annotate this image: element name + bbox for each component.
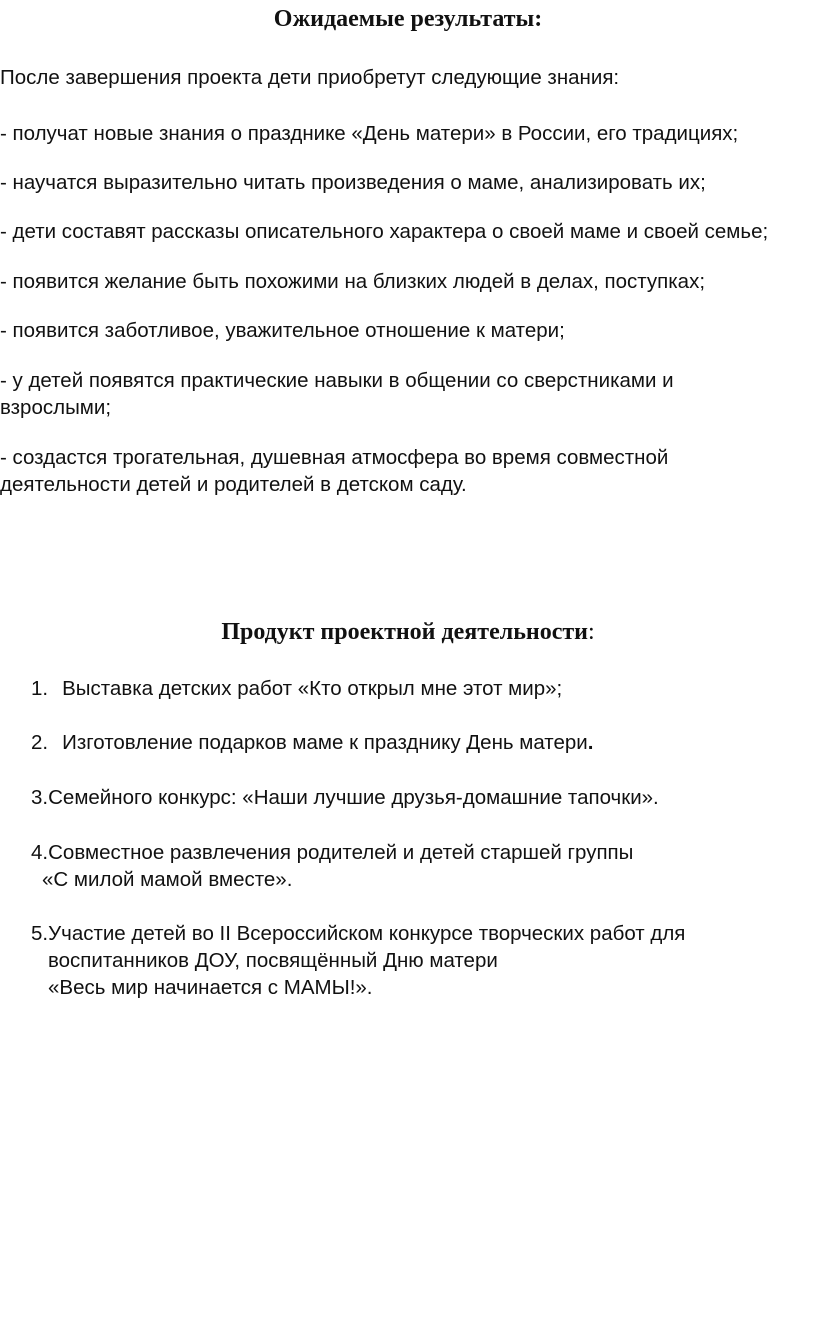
product-list-item	[31, 675, 562, 702]
result-item-text: - дети составят рассказы описательного характера о своей маме и своей семье;	[0, 220, 769, 243]
expected-results-heading: Ожидаемые результаты:	[273, 6, 543, 32]
result-item	[0, 169, 812, 196]
list-item-text: воспитанников ДОУ, посвящённый Дню матери	[48, 949, 498, 972]
result-item-text: деятельности детей и родителей в детском саду.	[0, 473, 467, 496]
result-item	[0, 317, 812, 344]
list-item-text: «Весь мир начинается с МАМЫ!».	[48, 976, 373, 999]
list-item-trailing: .	[587, 731, 594, 754]
list-item-text: «С милой мамой вместе».	[42, 868, 293, 891]
list-number: 4.	[31, 841, 49, 864]
list-number: 2.	[31, 731, 49, 754]
result-item	[0, 120, 812, 147]
list-item-text: Изготовление подарков маме к празднику День матери	[62, 731, 588, 754]
product-list-item	[31, 839, 633, 893]
list-item-text: Совместное развлечения родителей и детей старшей группы	[48, 841, 634, 864]
list-number: 5.	[31, 922, 49, 945]
list-item-text: Семейного конкурс: «Наши лучшие друзья-домашние тапочки».	[48, 786, 659, 809]
result-item	[0, 444, 812, 498]
result-item-text: - создастся трогательная, душевная атмосфера во время совместной	[0, 446, 669, 469]
list-number: 3.	[31, 786, 49, 809]
result-item-text: - получат новые знания о празднике «День матери» в России, его традициях;	[0, 122, 739, 145]
product-heading-text: Продукт проектной деятельности	[221, 619, 588, 645]
expected-results-intro: После завершения проекта дети приобретут следующие знания:	[0, 66, 620, 89]
product-heading	[0, 617, 816, 647]
result-item	[0, 268, 812, 295]
result-item-text: взрослыми;	[0, 396, 112, 419]
product-heading-colon: :	[587, 619, 595, 645]
list-number: 1.	[31, 677, 49, 700]
product-list-item	[31, 784, 659, 811]
list-item-text: Выставка детских работ «Кто открыл мне этот мир»;	[62, 677, 563, 700]
result-item-text: - научатся выразительно читать произведения о маме, анализировать их;	[0, 171, 706, 194]
list-item-text: Участие детей во II Всероссийском конкурсе творческих работ для	[48, 922, 686, 945]
result-item-text: - появится желание быть похожими на близких людей в делах, поступках;	[0, 270, 706, 293]
result-item	[0, 367, 812, 421]
result-item-text: - у детей появятся практические навыки в общении со сверстниками и	[0, 369, 674, 392]
product-list-item	[31, 920, 685, 1001]
result-item	[0, 218, 812, 245]
result-item-text: - появится заботливое, уважительное отношение к матери;	[0, 319, 565, 342]
product-list-item	[31, 729, 593, 756]
